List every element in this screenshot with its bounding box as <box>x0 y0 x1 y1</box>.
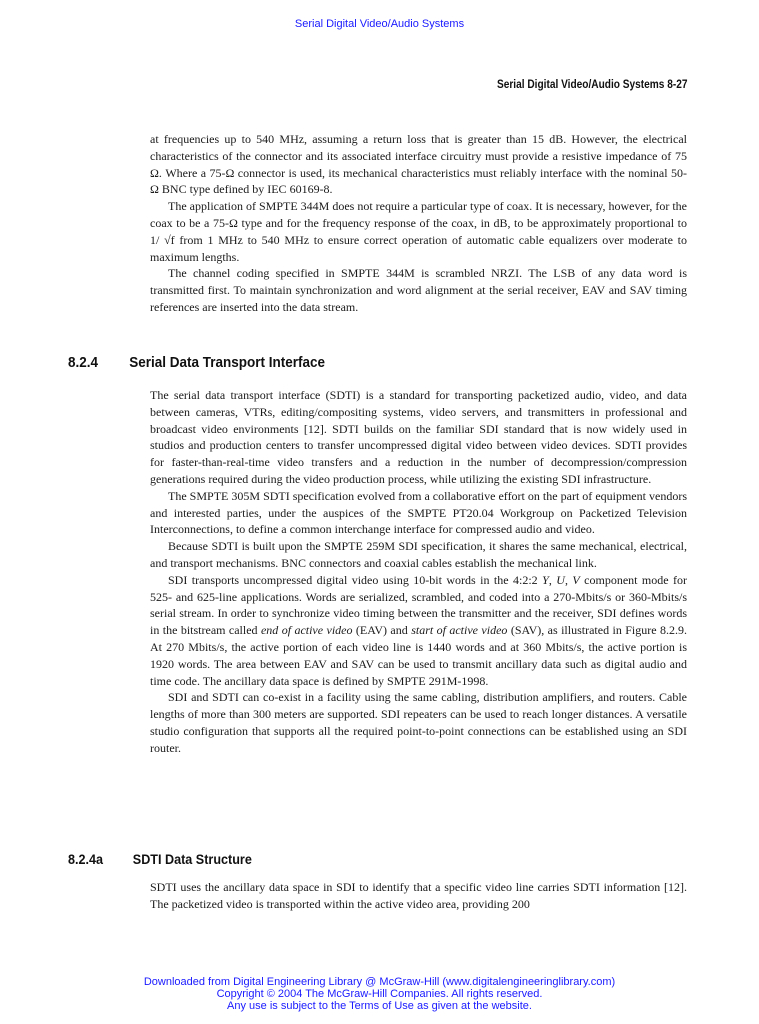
paragraph-smpte-305m: The SMPTE 305M SDTI specification evolved from a collaborative effort on the part of equipment vendors and interested parties, under the auspices of the SMPTE PT20.04 Workgroup on Packetized Television Interconnections, to define a common interchange interface for compressed audio and video. <box>150 488 687 537</box>
subsection-text-block <box>150 879 687 913</box>
top-banner-link[interactable]: Serial Digital Video/Audio Systems <box>294 18 465 30</box>
subsection-title: SDTI Data Structure <box>132 851 252 867</box>
footer-terms-link[interactable]: Any use is subject to the Terms of Use as given at the website. <box>227 1000 532 1012</box>
sav-term: start of active video <box>411 623 508 638</box>
top-text-block <box>150 131 687 316</box>
section-text-block <box>150 387 687 757</box>
paragraph-channel-coding: The channel coding specified in SMPTE 344M is scrambled NRZI. The LSB of any data word is transmitted first. To maintain synchronization and word alignment at the serial receiver, EAV and SAV timing references are inserted into the data stream. <box>150 266 687 314</box>
paragraph-sdti-data-structure: SDTI uses the ancillary data space in SDI to identify that a specific video line carries SDTI information [12]. The packetized video is transported within the active video area, providing 200 <box>150 880 687 911</box>
footer-copyright[interactable]: Copyright © 2004 The McGraw-Hill Companies. All rights reserved. <box>216 988 543 1000</box>
paragraph-coax-requirements: The application of SMPTE 344M does not require a particular type of coax. It is necessary, however, for the coax to be a 75-Ω type and for the frequency response of the coax, in dB, to be approximately proportional to 1/ √f from 1 MHz to 540 MHz to ensure correct operation of automatic cable equalizers over moderate to maximum lengths. <box>150 199 687 264</box>
running-head: Serial Digital Video/Audio Systems 8-27 <box>496 79 687 91</box>
eav-term: end of active video <box>260 623 353 638</box>
footer-download-link[interactable]: Downloaded from Digital Engineering Library @ McGraw-Hill (www.digitalengineeringlibrary.com) <box>143 976 616 988</box>
paragraph-sdi-transport: SDI transports uncompressed digital video using 10-bit words in the 4:2:2 Y, U, V component mode for 525- and 625-line applications. Words are serialized, scrambled, and coded into a 270-Mbits/s or 360-Mbits/s serial stream. In order to synchronize video timing between the transmitter and the receiver, SDI defines words in the bitstream called end of active video (EAV) and start of active video (SAV), as illustrated in Figure 8.2.9. At 270 Mbits/s, the active portion of each video line is 1440 words and at 360 Mbits/s, the active portion is 1920 words. The area between EAV and SAV can be used to transmit ancillary data such as digital audio and time code. The ancillary data space is defined by SMPTE 291M-1998. <box>150 572 688 688</box>
section-number: 8.2.4 <box>68 354 99 371</box>
subsection-heading <box>68 851 252 867</box>
paragraph-sdi-sdti-coexist: SDI and SDTI can co-exist in a facility using the same cabling, distribution amplifiers, and routers. Cable lengths of more than 300 meters are supported. SDI repeaters can be used to reach longer distances. A versatile studio configuration that supports all the required point-to-point connections can be established using an SDI router. <box>150 690 687 755</box>
paragraph-connector-impedance: at frequencies up to 540 MHz, assuming a return loss that is greater than 15 dB. However, the electrical characteristics of the connector and its associated interface circuitry must provide a resistive impedance of 75 Ω. Where a 75-Ω connector is used, its mechanical characteristics must reliably interface with the nominal 50-Ω BNC type defined by IEC 60169-8. <box>150 132 687 197</box>
paragraph-sdti-intro: The serial data transport interface (SDTI) is a standard for transporting packetized audio, video, and data between cameras, VTRs, editing/compositing systems, video servers, and transmitters in professional and broadcast video environments [12]. SDTI builds on the familiar SDI standard that is now widely used in studios and production centers to transfer uncompressed digital video between video devices. SDTI provides for faster-than-real-time video transfers and a reduction in the number of decompression/compression generations required during the video production process, while utilizing the existing SDI infrastructure. <box>150 388 687 486</box>
section-heading <box>68 354 325 371</box>
paragraph-smpte-259m: Because SDTI is built upon the SMPTE 259M SDI specification, it shares the same mechanical, electrical, and transport mechanisms. BNC connectors and coaxial cables establish the mechanical link. <box>150 539 687 570</box>
footer <box>0 976 759 1012</box>
subsection-number: 8.2.4a <box>68 851 104 867</box>
section-title: Serial Data Transport Interface <box>129 354 326 371</box>
